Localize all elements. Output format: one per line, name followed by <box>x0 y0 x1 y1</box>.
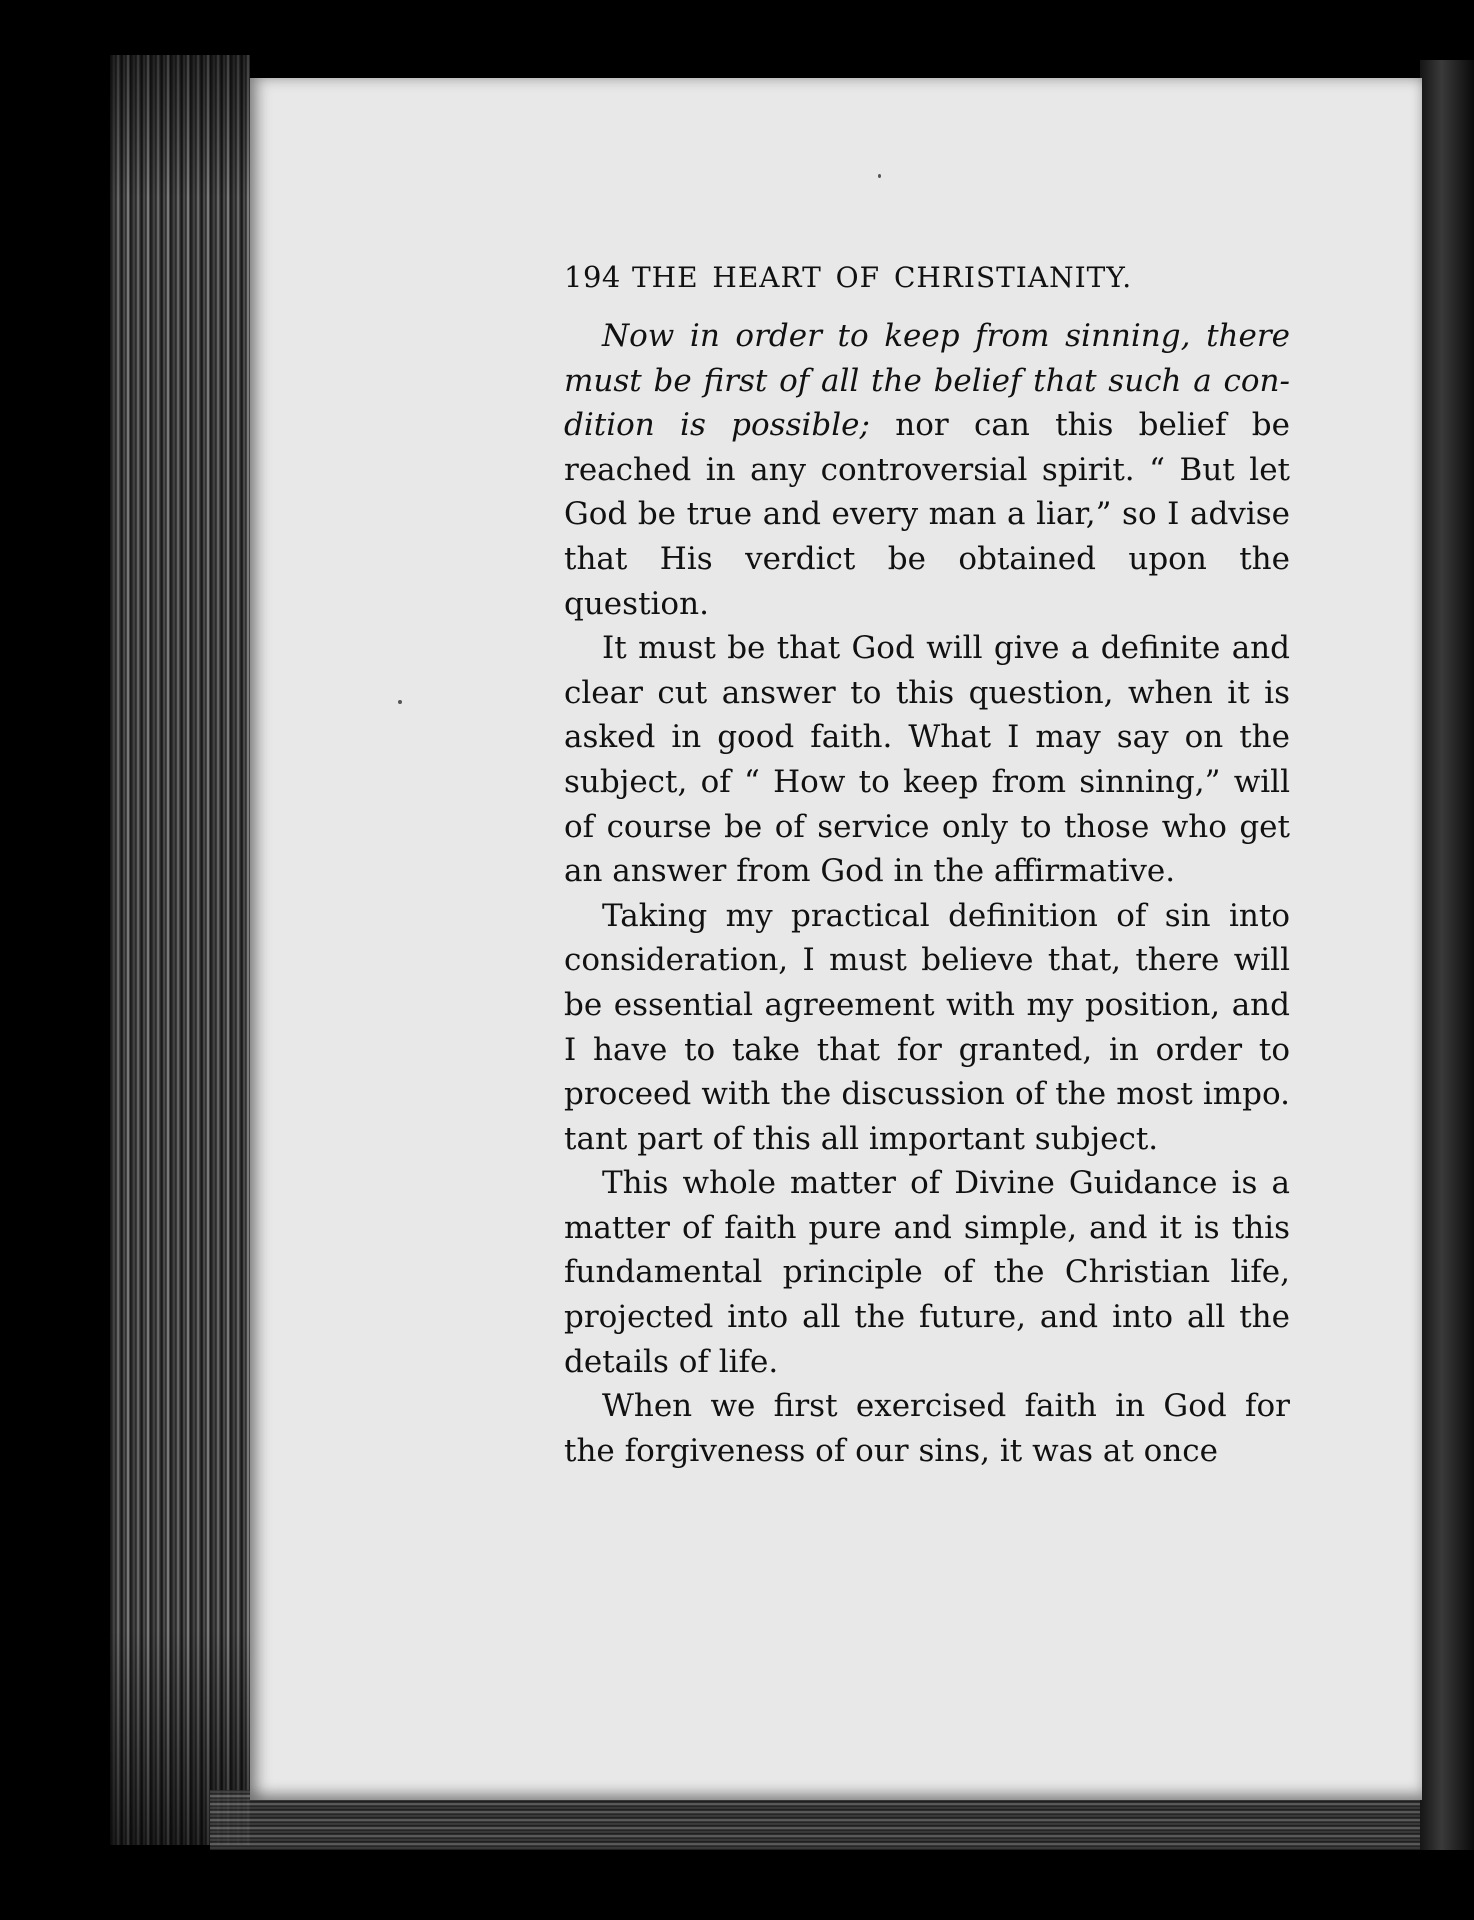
dust-speck <box>878 174 881 178</box>
paragraph-2 <box>564 626 1290 894</box>
paragraph-1-text: nor can this belief be reached in any controversial spirit. “ But let God be true and every man a liar,” so I advise that His verdict be obtained upon the question. <box>564 407 1290 622</box>
paragraph-4 <box>564 1161 1290 1384</box>
dust-speck <box>398 700 402 704</box>
paragraph-5-text: When we first exercised faith in God for the forgiveness of our sins, it was at once <box>564 1388 1290 1469</box>
page-text <box>564 260 1290 1473</box>
paragraph-3-text: Taking my practical definition of sin into consideration, I must believe that, there will be essential agreement with my position, and I have to take that for granted, in order to proceed with the discussion of the most impo. tant part of this all important subject. <box>564 897 1290 1157</box>
page-edge-shadow <box>110 55 250 1845</box>
paragraph-4-text: This whole matter of Divine Guidance is a matter of faith pure and simple, and it is this fundamental principle of the Christian life, projected into all the future, and into all the details of life. <box>564 1165 1290 1380</box>
paragraph-2-text: It must be that God will give a definite and clear cut answer to this question, when it is asked in good faith. What I may say on the subject, of “ How to keep from sinning,” will of course be of service only to those who get an answer from God in the affirmative. <box>564 630 1290 890</box>
paragraph-3 <box>564 894 1290 1162</box>
paragraph-5 <box>564 1384 1290 1473</box>
book-right-edge <box>1420 60 1474 1850</box>
running-title: THE HEART OF CHRISTIANITY. <box>632 261 1133 294</box>
paragraph-1-italic: Now in order to keep from sinning, there must be first of all the belief that such a condition is possible; <box>564 318 1290 444</box>
running-head <box>564 260 1290 304</box>
page-number: 194 <box>564 260 621 294</box>
paragraph-1 <box>564 314 1290 626</box>
